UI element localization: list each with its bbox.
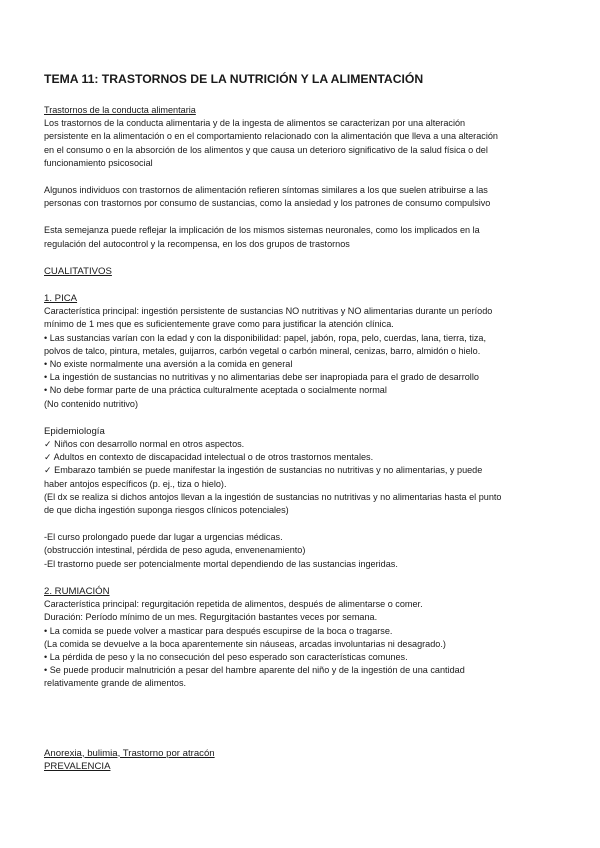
text-line: Característica principal: regurgitación repetida de alimentos, después de alimentarse o comer. xyxy=(44,599,423,610)
intro-paragraph-1 xyxy=(44,117,554,170)
text-line: ✓ Embarazo también se puede manifestar la ingestión de sustancias no nutritivas y no alimentarias, y puede xyxy=(44,465,483,476)
curso-notes xyxy=(44,531,554,571)
text-line: funcionamiento psicosocial xyxy=(44,157,153,168)
text-line: en el consumo o en la absorción de los alimentos y que causa un deterioro significativo de la salud física o del xyxy=(44,144,488,155)
text-line: relativamente grande de alimentos. xyxy=(44,678,187,689)
text-line: (No contenido nutritivo) xyxy=(44,398,139,409)
epidemiologia-list xyxy=(44,438,554,517)
text-line: • La pérdida de peso y la no consecución del peso esperado son características comunes. xyxy=(44,651,408,662)
text-line: • No existe normalmente una aversión a la comida en general xyxy=(44,359,293,370)
text-line: de que dicha ingestión suponga riesgos clínicos potenciales) xyxy=(44,505,289,516)
text-line: Algunos individuos con trastornos de alimentación refieren síntomas similares a los que suelen atribuirse a las xyxy=(44,185,488,196)
text-line: • La ingestión de sustancias no nutritivas y no alimentarias debe ser inapropiada para el grado de desarrollo xyxy=(44,372,479,383)
text-line: regulación del autocontrol y la recompensa, en los dos grupos de trastornos xyxy=(44,238,350,249)
intro-paragraph-3 xyxy=(44,224,554,250)
text-line: Duración: Período mínimo de un mes. Regurgitación bastantes veces por semana. xyxy=(44,612,378,623)
text-line: (La comida se devuelve a la boca aparentemente sin náuseas, arcadas involuntarias ni desagrado.) xyxy=(44,638,446,649)
rumiacion-heading: 2. RUMIACIÓN xyxy=(44,585,110,597)
text-line: • La comida se puede volver a masticar para después escupirse de la boca o tragarse. xyxy=(44,625,393,636)
text-line: persistente en la alimentación o en el comportamiento relacionado con la alimentación que lleva a una alteración xyxy=(44,131,498,142)
epidemiologia-heading: Epidemiología xyxy=(44,425,105,437)
text-line: • Se puede producir malnutrición a pesar del hambre aparente del niño y de la ingestión de una cantidad xyxy=(44,665,465,676)
text-line: polvos de talco, pintura, metales, guijarros, carbón vegetal o carbón mineral, cenizas, barro, almidón o hielo. xyxy=(44,345,481,356)
intro-paragraph-2 xyxy=(44,184,554,210)
text-line: ✓ Niños con desarrollo normal en otros aspectos. xyxy=(44,439,245,450)
text-line: • No debe formar parte de una práctica culturalmente aceptada o socialmente normal xyxy=(44,385,387,396)
text-line: • Las sustancias varían con la edad y con la disponibilidad: papel, jabón, ropa, pelo, cuerdas, lana, tierra, tiza, xyxy=(44,332,486,343)
intro-heading: Trastornos de la conducta alimentaria xyxy=(44,105,196,115)
document-page xyxy=(44,72,554,773)
pica-description xyxy=(44,305,554,411)
text-line: -El trastorno puede ser potencialmente mortal dependiendo de las sustancias ingeridas. xyxy=(44,558,398,569)
text-line: (obstrucción intestinal, pérdida de peso aguda, envenenamiento) xyxy=(44,545,306,556)
text-line: Los trastornos de la conducta alimentaria y de la ingesta de alimentos se caracterizan por una alteración xyxy=(44,118,466,129)
rumiacion-description xyxy=(44,598,554,690)
prevalencia-heading: PREVALENCIA xyxy=(44,760,111,772)
anorexia-bulimia-heading: Anorexia, bulimia, Trastorno por atracón xyxy=(44,747,215,759)
text-line: Característica principal: ingestión persistente de sustancias NO nutritivas y NO alimentarias durante un período xyxy=(44,306,493,317)
text-line: -El curso prolongado puede dar lugar a urgencias médicas. xyxy=(44,532,283,543)
text-line: ✓ Adultos en contexto de discapacidad intelectual o de otros trastornos mentales. xyxy=(44,452,374,463)
page-title: TEMA 11: TRASTORNOS DE LA NUTRICIÓN Y LA ALIMENTACIÓN xyxy=(44,72,424,86)
text-line: Esta semejanza puede reflejar la implicación de los mismos sistemas neuronales, como los implicados en la xyxy=(44,225,480,236)
text-line: mínimo de 1 mes que es suficientemente grave como para justificar la atención clínica. xyxy=(44,319,394,330)
cualitativos-heading: CUALITATIVOS xyxy=(44,265,112,277)
text-line: haber antojos específicos (p. ej., tiza o hielo). xyxy=(44,478,227,489)
pica-heading: 1. PICA xyxy=(44,293,78,305)
text-line: (El dx se realiza si dichos antojos llevan a la ingestión de sustancias no nutritivas y no alimentarias hasta el punto xyxy=(44,491,502,502)
text-line: personas con trastornos por consumo de sustancias, como la ansiedad y los patrones de consumo compulsivo xyxy=(44,198,491,209)
